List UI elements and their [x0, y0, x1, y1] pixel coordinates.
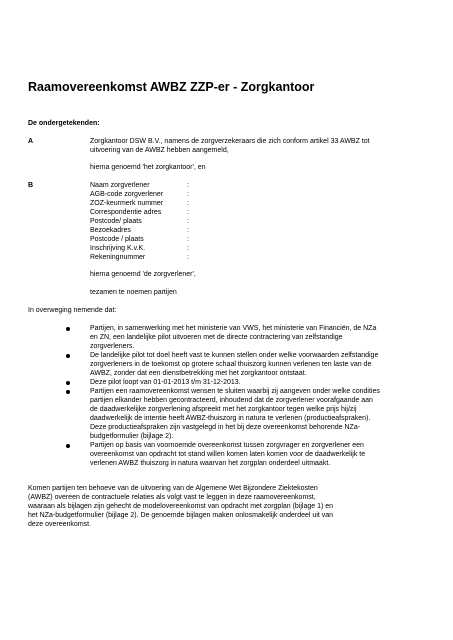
bullet-line: de daadwerkelijke zorgverlening afspreekt met het zorgkantoor tegen welke prijs hij/zij — [90, 406, 357, 413]
bullet-line: en ZN, een landelijke pilot uitvoeren met de directe contractering van zelfstandige — [90, 334, 343, 341]
party-b-field — [90, 235, 200, 244]
party-b-field — [90, 253, 200, 262]
party-a-line: Zorgkantoor DSW B.V., namens de zorgverzekeraars die zich conform artikel 33 AWBZ tot — [90, 138, 370, 145]
parties-together: tezamen te noemen partijen — [90, 289, 177, 296]
bullet-item — [90, 378, 430, 387]
party-b-alias: hierna genoemd 'de zorgverlener', — [90, 271, 196, 278]
bullet-dot — [66, 381, 70, 385]
bullet-dot — [66, 354, 70, 358]
party-b-fields — [90, 181, 200, 262]
bullet-line: Partijen een raamovereenkomst wensen te sluiten waarbij zij aangeven onder welke condities — [90, 388, 380, 395]
field-label: Bezoekadres — [90, 227, 131, 234]
closing-line: waaraan als bijlagen zijn gehecht de modelovereenkomst van opdracht met zorgplan (bijlage 1) en — [28, 503, 334, 510]
bullet-line: zorgverleners in de toekomst op grotere schaal thuiszorg kunnen verlenen ten laste van de — [90, 361, 372, 368]
bullet-line: Partijen, in samenwerking met het ministerie van VWS, het ministerie van Financiën, de NZa — [90, 325, 377, 332]
party-a-line: uitvoering van de AWBZ hebben aangemeld, — [90, 147, 229, 154]
bullet-line: verlenen AWBZ thuiszorg in natura waarvan het zorgplan onderdeel uitmaakt. — [90, 460, 331, 467]
field-label: ZOZ-keurmerk nummer — [90, 200, 164, 207]
bullet-item — [90, 387, 430, 441]
field-colon: : — [187, 191, 189, 198]
bullet-line: partijen elkander hebben gecontracteerd, inhoudend dat de zorgverlener voorafgaande aan — [90, 397, 373, 404]
field-label: Inschrijving K.v.K. — [90, 245, 146, 252]
party-b-field — [90, 199, 200, 208]
field-label: Naam zorgverlener — [90, 182, 150, 189]
party-a-alias: hierna genoemd 'het zorgkantoor', en — [90, 164, 206, 171]
field-label: Correspondentie adres — [90, 209, 162, 216]
field-colon: : — [187, 182, 189, 189]
bullet-line: zorgverleners. — [90, 343, 135, 350]
bullet-line: budgetformulier (bijlage 2). — [90, 433, 174, 440]
considering-heading: In overweging nemende dat: — [28, 307, 117, 314]
bullet-dot — [66, 390, 70, 394]
bullet-line: Deze pilot loopt van 01-01-2013 t/m 31-12-2013. — [90, 379, 241, 386]
bullet-line: Partijen op basis van voornoemde overeenkomst tussen zorgvrager en zorgverlener een — [90, 442, 364, 449]
field-colon: : — [187, 218, 189, 225]
party-a-letter: A — [28, 138, 34, 145]
bullet-item — [90, 351, 430, 378]
field-colon: : — [187, 236, 189, 243]
bullet-line: Deze productieafspraken zijn vastgelegd in het bij deze overeenkomst behorende NZa- — [90, 424, 361, 431]
bullet-item — [90, 441, 430, 468]
field-label: Postcode / plaats — [90, 236, 144, 243]
party-b-field — [90, 190, 200, 199]
field-colon: : — [187, 209, 189, 216]
party-b-field — [90, 217, 200, 226]
field-colon: : — [187, 254, 189, 261]
field-colon: : — [187, 245, 189, 252]
bullet-dot — [66, 327, 70, 331]
bullet-line: De landelijke pilot tot doel heeft vast te kunnen stellen onder welke voorwaarden zelfstandige — [90, 352, 379, 359]
party-b-field — [90, 181, 200, 190]
field-label: Rekeningnummer — [90, 254, 146, 261]
party-b-field — [90, 226, 200, 235]
party-b-field — [90, 208, 200, 217]
party-b-field — [90, 244, 200, 253]
field-label: AGB-code zorgverlener — [90, 191, 164, 198]
closing-line: het NZa-budgetformulier (bijlage 2). De genoemde bijlagen maken onlosmakelijk onderdeel uit van — [28, 512, 334, 519]
signatories-heading: De ondergetekenden: — [28, 120, 100, 127]
bullet-line: daadwerkelijk de intentie heeft AWBZ-thuiszorg in natura te verlenen (productieafspraken). — [90, 415, 371, 422]
closing-paragraph — [28, 484, 333, 529]
bullet-item — [90, 324, 430, 351]
field-label: Postcode/ plaats — [90, 218, 142, 225]
bullet-line: AWBZ, zonder dat een dienstbetrekking met het zorgkantoor ontstaat. — [90, 370, 307, 377]
party-b-letter: B — [28, 182, 34, 189]
bullet-line: overeenkomst van opdracht tot stand willen komen laten komen voor de daadwerkelijk te — [90, 451, 366, 458]
field-colon: : — [187, 200, 189, 207]
field-colon: : — [187, 227, 189, 234]
closing-line: Komen partijen ten behoeve van de uitvoering van de Algemene Wet Bijzondere Ziektekosten — [28, 485, 318, 492]
document-title: Raamovereenkomst AWBZ ZZP-er - Zorgkantoor — [28, 80, 315, 94]
closing-line: (AWBZ) overeen de contractuele relaties als volgt vast te leggen in deze raamovereenkomst, — [28, 494, 316, 501]
bullet-dot — [66, 444, 70, 448]
closing-line: deze overeenkomst. — [28, 521, 92, 528]
